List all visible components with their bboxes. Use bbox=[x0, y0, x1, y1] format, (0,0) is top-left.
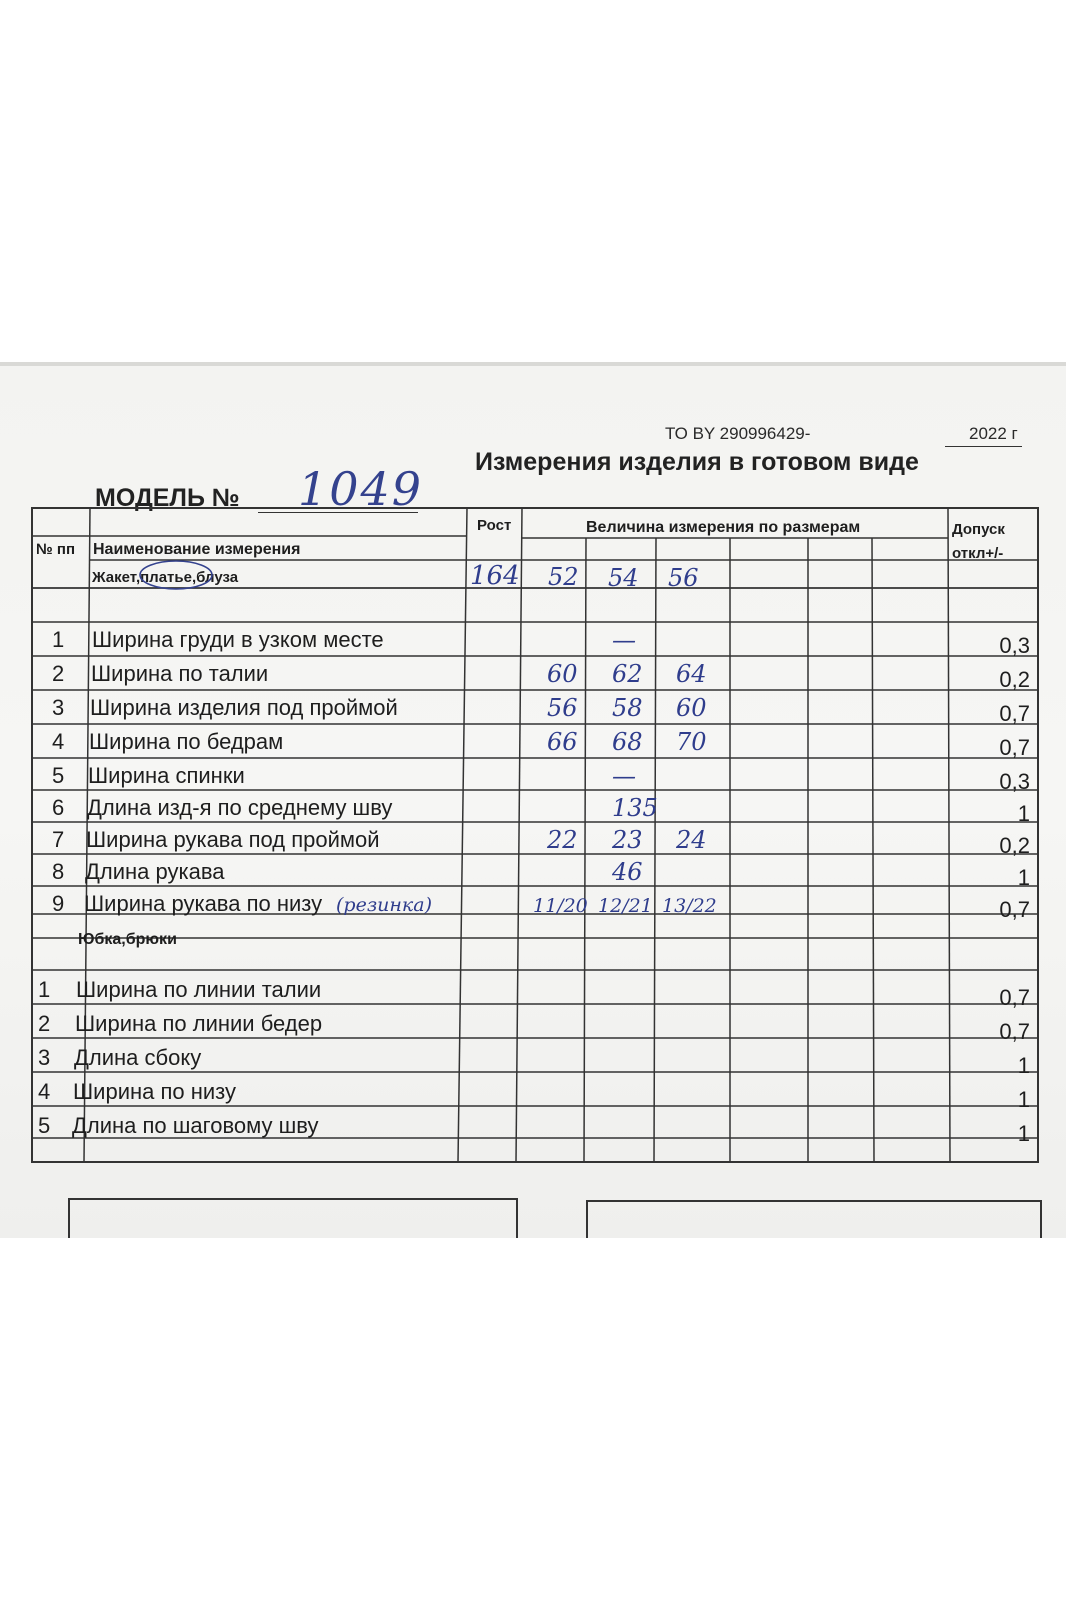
table-row bbox=[38, 1113, 1030, 1146]
row-number: 5 bbox=[38, 1113, 51, 1138]
table-row bbox=[38, 1045, 1030, 1078]
section2-title: Юбка,брюки bbox=[78, 931, 177, 948]
handwritten-value: 60 bbox=[547, 660, 578, 688]
handwritten-value: — bbox=[612, 762, 636, 790]
tolerance-value: 1 bbox=[1017, 1087, 1030, 1112]
col-header-height: Рост bbox=[477, 517, 512, 534]
model-number-handwritten: 1049 bbox=[298, 462, 424, 516]
table-row bbox=[38, 1011, 1030, 1044]
row-name: Ширина по бедрам bbox=[89, 729, 284, 754]
doc-code: ТО BY 290996429- bbox=[665, 424, 811, 443]
handwritten-value: 23 bbox=[612, 826, 643, 854]
row-name: Ширина по талии bbox=[91, 661, 269, 686]
table-row bbox=[52, 826, 1030, 858]
tolerance-value: 0,7 bbox=[999, 1019, 1030, 1044]
section1-title: Жакет,платье,блуза bbox=[92, 569, 239, 586]
column-line bbox=[872, 538, 874, 1162]
document-photo bbox=[0, 362, 1066, 1238]
handwritten-value: 68 bbox=[612, 728, 643, 756]
signature-box-right bbox=[586, 1200, 1042, 1238]
table-row bbox=[52, 891, 1030, 922]
row-name: Ширина рукава по низу bbox=[84, 891, 323, 916]
handwritten-value: 46 bbox=[612, 858, 643, 886]
handwritten-value: 62 bbox=[612, 660, 643, 688]
table-row bbox=[52, 728, 1030, 760]
row-name: Ширина по линии талии bbox=[76, 977, 322, 1002]
row-name: Ширина груди в узком месте bbox=[92, 627, 384, 652]
table-row bbox=[38, 977, 1030, 1010]
row-number: 2 bbox=[38, 1011, 51, 1036]
row-number: 9 bbox=[52, 891, 65, 916]
row-number: 6 bbox=[52, 795, 65, 820]
tolerance-value: 0,7 bbox=[999, 897, 1030, 922]
tolerance-value: 0,3 bbox=[999, 769, 1030, 794]
tolerance-value: 1 bbox=[1017, 1121, 1030, 1146]
column-line bbox=[516, 508, 522, 1162]
doc-title: Измерения изделия в готовом виде bbox=[475, 448, 919, 476]
row-number: 3 bbox=[38, 1045, 51, 1070]
row-number: 2 bbox=[52, 661, 65, 686]
row-name: Длина рукава bbox=[85, 859, 225, 884]
model-label: МОДЕЛЬ № bbox=[95, 484, 240, 512]
row-number: 1 bbox=[52, 627, 65, 652]
handwritten-value: 12/21 bbox=[598, 895, 653, 917]
row-name: Ширина спинки bbox=[88, 763, 245, 788]
handwritten-value: — bbox=[612, 626, 636, 654]
col-header-name: Наименование измерения bbox=[93, 541, 301, 558]
row-number: 4 bbox=[52, 729, 65, 754]
column-line bbox=[584, 538, 586, 1162]
row-name: Ширина изделия под проймой bbox=[90, 695, 398, 720]
handwritten-value: 11/20 bbox=[533, 895, 588, 917]
table-row bbox=[52, 762, 1030, 794]
handwritten-value: 135 bbox=[612, 794, 658, 822]
row-number: 3 bbox=[52, 695, 65, 720]
table-row bbox=[38, 1079, 1030, 1112]
handwritten-value: 70 bbox=[676, 728, 707, 756]
size-header-56: 56 bbox=[668, 564, 699, 592]
tolerance-value: 0,2 bbox=[999, 833, 1030, 858]
tolerance-value: 0,3 bbox=[999, 633, 1030, 658]
table-row bbox=[52, 660, 1030, 692]
row-number: 8 bbox=[52, 859, 65, 884]
table-row bbox=[52, 794, 1030, 826]
handwritten-value: 66 bbox=[547, 728, 578, 756]
row-name: Ширина по низу bbox=[73, 1079, 237, 1104]
table-row bbox=[52, 626, 1030, 658]
size-header-52: 52 bbox=[548, 563, 579, 591]
height-value-handwritten: 164 bbox=[470, 561, 520, 591]
column-line bbox=[458, 508, 467, 1162]
handwritten-value: 13/22 bbox=[662, 895, 717, 917]
row-name: Ширина рукава под проймой bbox=[86, 827, 380, 852]
row-number: 1 bbox=[38, 977, 51, 1002]
handwritten-value: 64 bbox=[676, 660, 707, 688]
handwritten-value: 58 bbox=[612, 694, 643, 722]
table-row bbox=[52, 858, 1030, 890]
tolerance-value: 0,7 bbox=[999, 735, 1030, 760]
tolerance-value: 0,7 bbox=[999, 701, 1030, 726]
row-name: Длина по шаговому шву bbox=[72, 1113, 319, 1138]
signature-box-left bbox=[68, 1198, 518, 1238]
table-row bbox=[52, 694, 1030, 726]
row-name: Длина изд-я по среднему шву bbox=[87, 795, 393, 820]
tolerance-value: 1 bbox=[1017, 1053, 1030, 1078]
size-header-54: 54 bbox=[608, 564, 639, 592]
tolerance-value: 1 bbox=[1017, 801, 1030, 826]
tolerance-value: 1 bbox=[1017, 865, 1030, 890]
col-header-tol-1: Допуск bbox=[952, 521, 1005, 538]
row-name: Длина сбоку bbox=[74, 1045, 202, 1070]
handwritten-value: 60 bbox=[676, 694, 707, 722]
row-number: 7 bbox=[52, 827, 65, 852]
doc-year: 2022 г bbox=[945, 424, 1022, 447]
row-number: 4 bbox=[38, 1079, 51, 1104]
measurement-table bbox=[0, 362, 1066, 1238]
row-note-handwritten: (резинка) bbox=[336, 894, 433, 916]
tolerance-value: 0,2 bbox=[999, 667, 1030, 692]
handwritten-value: 22 bbox=[547, 826, 578, 854]
section2-rows bbox=[38, 977, 1030, 1146]
tolerance-value: 0,7 bbox=[999, 985, 1030, 1010]
handwritten-value: 24 bbox=[676, 826, 707, 854]
row-name: Ширина по линии бедер bbox=[75, 1011, 323, 1036]
col-header-num: № пп bbox=[36, 541, 76, 558]
col-header-sizes: Величина измерения по размерам bbox=[586, 519, 861, 536]
section1-rows bbox=[52, 626, 1030, 922]
handwritten-value: 56 bbox=[547, 694, 578, 722]
col-header-tol-2: откл+/- bbox=[952, 545, 1004, 562]
column-line bbox=[948, 508, 950, 1162]
row-number: 5 bbox=[52, 763, 65, 788]
column-line bbox=[654, 538, 656, 1162]
